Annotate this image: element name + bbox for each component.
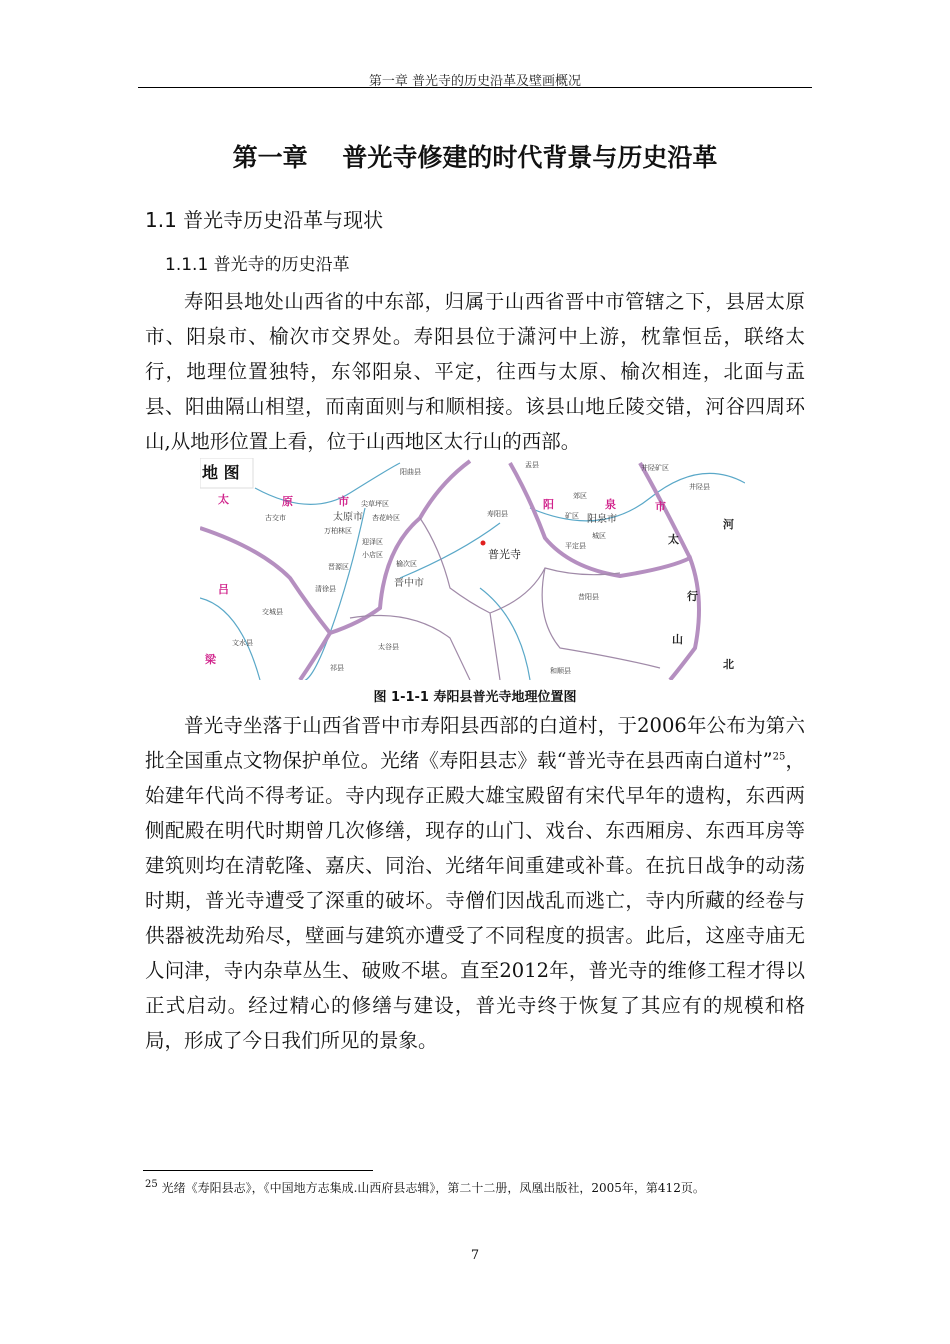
map-label: 榆次区 — [396, 560, 417, 568]
map-label: 清徐县 — [315, 585, 336, 593]
map-label: 原 — [282, 495, 293, 508]
footnote-ref[interactable]: 25 — [772, 751, 786, 763]
location-map — [200, 458, 745, 680]
paragraph-2-part-b: ，始建年代尚不得考证。寺内现存正殿大雄宝殿留有宋代早年的遗构，东西两侧配殿在明代时期曾几次修缮，现存的山门、戏台、东西厢房、东西耳房等建筑则均在清乾隆、嘉庆、同治、光绪年间重建或补葺。在抗日战争的动荡时期，普光寺遭受了深重的破坏。寺僧们因战乱而逃亡，寺内所藏的经卷与供器被洗劫殆尽，壁画与建筑亦遭受了不同程度的损害。此后，这座寺庙无人问津，寺内杂草丛生、破败不堪。直至2012年，普光寺的维修工程才得以正式启动。经过精心的修缮与建设，普光寺终于恢复了其应有的规模和格局，形成了今日我们所见的景象。 — [145, 749, 805, 1052]
map-label: 寿阳县 — [487, 510, 508, 518]
map-label: 井陉矿区 — [641, 464, 669, 472]
map-label: 太原市 — [333, 512, 363, 523]
figure-caption: 图 1-1-1 寿阳县普光寺地理位置图 — [373, 690, 577, 705]
map-label: 梁 — [205, 653, 216, 666]
map-label: 祁县 — [330, 664, 344, 672]
section-heading: 1.1 普光寺历史沿革与现状 — [145, 208, 384, 232]
footnote-number: 25 — [145, 1179, 158, 1190]
paragraph-2 — [145, 708, 805, 1058]
map-label: 市 — [338, 495, 349, 508]
map-label: 井陉县 — [689, 483, 710, 491]
map-label: 太 — [218, 493, 229, 506]
map-label: 北 — [723, 658, 734, 671]
map-label: 吕 — [218, 583, 229, 596]
location-pin-icon — [481, 541, 486, 546]
map-label: 阳曲县 — [400, 468, 421, 476]
paragraph-1: 寿阳县地处山西省的中东部，归属于山西省晋中市管辖之下，县居太原市、阳泉市、榆次市交界处。寿阳县位于潇河中上游，枕靠恒岳，联络太行，地理位置独特，东邻阳泉、平定，往西与太原、榆次相连，北面与盂县、阳曲隔山相望，而南面则与和顺相接。该县山地丘陵交错，河谷四周环山,从地形位置上看，位于山西地区太行山的西部。 — [145, 290, 805, 453]
map-label: 太谷县 — [378, 643, 399, 651]
map-label: 晋源区 — [328, 563, 349, 571]
map-label: 泉 — [605, 498, 616, 511]
map-label: 市 — [655, 500, 666, 513]
chapter-title: 第一章 普光寺修建的时代背景与历史沿革 — [232, 143, 718, 172]
map-label: 河 — [723, 518, 734, 531]
map-label: 交城县 — [262, 608, 283, 616]
map-highlight-label: 普光寺 — [488, 548, 521, 561]
map-label: 盂县 — [525, 461, 539, 469]
footnote-text: 光绪《寿阳县志》，《中国地方志集成.山西府县志辑》，第二十二册，凤凰出版社，2005年，第412页。 — [161, 1181, 705, 1195]
map-label: 小店区 — [362, 551, 383, 559]
map-label: 晋中市 — [394, 578, 424, 589]
map-label: 尖草坪区 — [361, 500, 389, 508]
map-label: 太 — [668, 533, 679, 546]
map-label: 杏花岭区 — [372, 514, 400, 522]
footnote-rule — [143, 1170, 373, 1171]
map-label: 行 — [687, 590, 698, 603]
page-number: 7 — [470, 1248, 480, 1263]
subsection-heading: 1.1.1 普光寺的历史沿革 — [165, 255, 350, 275]
map-label: 山 — [672, 633, 683, 646]
map-label: 和顺县 — [550, 667, 571, 675]
map-label: 文水县 — [232, 639, 253, 647]
running-header: 第一章 普光寺的历史沿革及壁画概况 — [368, 74, 582, 89]
header-rule — [138, 87, 812, 88]
map-label: 矿区 — [565, 512, 579, 520]
map-label: 万柏林区 — [324, 527, 352, 535]
map-label: 阳 — [543, 498, 554, 511]
map-title: 地 图 — [202, 463, 240, 482]
map-label: 昔阳县 — [578, 593, 599, 601]
map-label: 阳泉市 — [587, 514, 617, 525]
map-label: 郊区 — [573, 492, 587, 500]
map-label: 古交市 — [265, 514, 286, 522]
map-label: 迎泽区 — [362, 538, 383, 546]
map-label: 平定县 — [565, 542, 586, 550]
map-label: 城区 — [592, 532, 606, 540]
paragraph-2-part-a: 普光寺坐落于山西省晋中市寿阳县西部的白道村，于2006年公布为第六批全国重点文物保护单位。光绪《寿阳县志》载“普光寺在县西南白道村” — [145, 714, 805, 772]
footnote — [145, 1180, 805, 1197]
